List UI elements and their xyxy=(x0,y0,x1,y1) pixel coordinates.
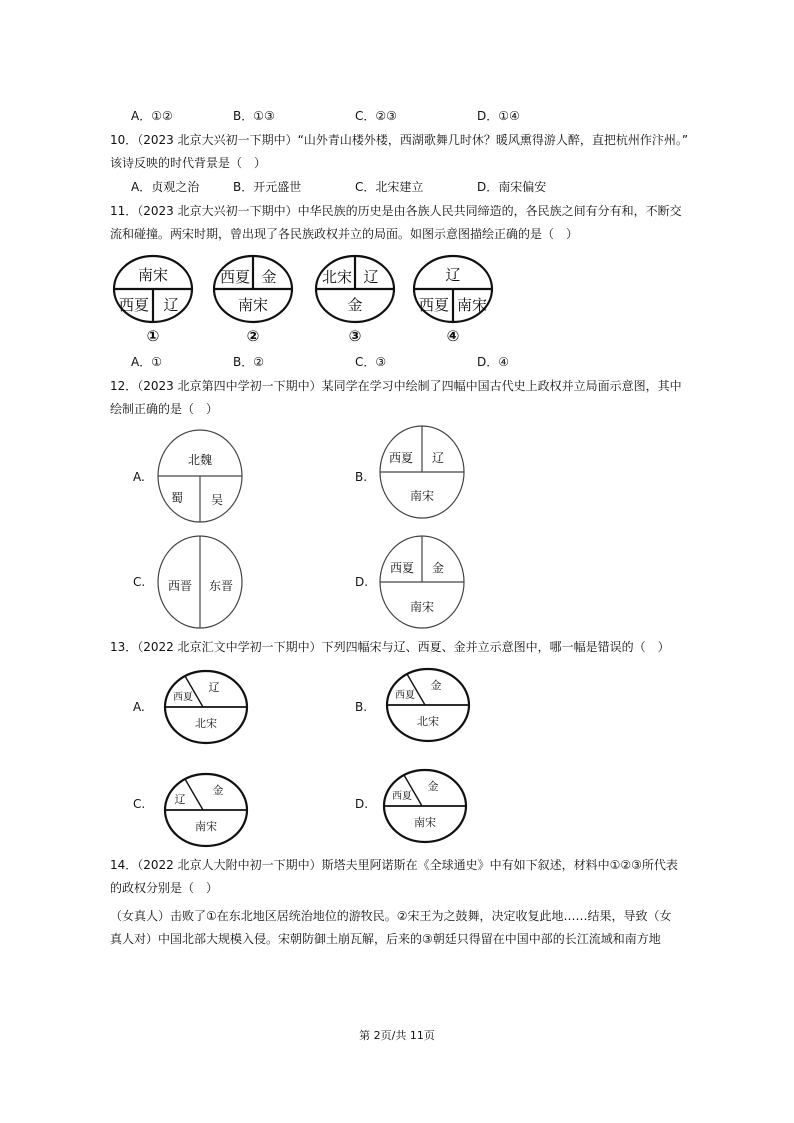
q12-option-b-diagram xyxy=(377,424,467,520)
q13-b-big: 金 xyxy=(430,679,442,692)
q13-d-bottom: 南宋 xyxy=(414,816,436,829)
q12-option-b-letter: B. xyxy=(355,470,368,484)
q11-d3-top-left: 北宋 xyxy=(321,268,353,286)
q13-a-big: 辽 xyxy=(208,681,220,694)
q10-stem-line2: 该诗反映的时代背景是（ ） xyxy=(110,156,267,170)
q13-option-c-letter: C. xyxy=(133,797,146,811)
q12-a-bottom-left: 蜀 xyxy=(170,491,184,505)
q10-stem-line1: 10．（2023 北京大兴初一下期中）“山外青山楼外楼，西湖歌舞几时休？暖风熏得游人醉，直把杭州作汴州。” xyxy=(110,133,689,147)
q11-d4-number: ④ xyxy=(446,327,460,344)
q12-stem-line1: 12．（2023 北京第四中学初一下期中）某同学在学习中绘制了四幅中国古代史上政权并立局面示意图，其中 xyxy=(110,379,682,393)
q13-b-bottom: 北宋 xyxy=(417,715,439,728)
q13-d-small: 西夏 xyxy=(392,791,412,802)
q13-b-small: 西夏 xyxy=(395,690,415,701)
q9-option-a: A．①② xyxy=(131,109,173,123)
q12-b-top-right: 辽 xyxy=(431,451,445,465)
q14-stem-line2: 的政权分别是（ ） xyxy=(110,881,219,895)
q13-a-bottom: 北宋 xyxy=(195,717,217,730)
q11-d2-top-right: 金 xyxy=(261,268,277,286)
q9-option-c: C．②③ xyxy=(355,109,397,123)
q13-c-small: 辽 xyxy=(174,793,186,806)
q12-d-top-left: 西夏 xyxy=(389,561,415,575)
q13-stem-line1: 13．（2022 北京汇文中学初一下期中）下列四幅宋与辽、西夏、金并立示意图中，哪一幅是错误的（ ） xyxy=(110,640,670,654)
q11-stem-line1: 11．（2023 北京大兴初一下期中）中华民族的历史是由各族人民共同缔造的，各民族之间有分有和，不断交 xyxy=(110,204,682,218)
q9-option-b: B．①③ xyxy=(233,109,275,123)
q12-b-top-left: 西夏 xyxy=(388,451,414,465)
q13-option-d-letter: D. xyxy=(355,797,369,811)
q11-diagrams xyxy=(108,252,498,344)
q11-d2-bottom: 南宋 xyxy=(237,296,269,314)
q11-stem-line2: 流和碰撞。两宋时期，曾出现了各民族政权并立的局面。如图示意图描绘正确的是（ ） xyxy=(110,227,579,241)
q11-diagram-3 xyxy=(316,256,394,344)
q11-diagram-1 xyxy=(114,256,192,344)
q11-option-c: C．③ xyxy=(355,355,387,369)
q10-option-c: C．北宋建立 xyxy=(355,180,424,194)
q11-d1-top: 南宋 xyxy=(137,266,169,284)
q11-d4-bottom-right: 南宋 xyxy=(456,296,488,314)
q13-option-c-diagram xyxy=(163,772,249,848)
q12-stem-line2: 绘制正确的是（ ） xyxy=(110,402,219,416)
q11-d4-top: 辽 xyxy=(445,266,461,284)
q11-d1-bottom-right: 辽 xyxy=(163,296,179,314)
q12-option-a-diagram xyxy=(155,428,245,524)
q11-option-b: B．② xyxy=(233,355,264,369)
q12-option-c-diagram xyxy=(155,534,245,630)
q10-option-d: D．南宋偏安 xyxy=(477,180,547,194)
q14-material-line1: （女真人）击败了①在东北地区居统治地位的游牧民。②宋王为之鼓舞，决定收复此地……结果，导致（女 xyxy=(110,909,672,923)
q12-option-d-letter: D. xyxy=(355,575,369,589)
q11-d4-bottom-left: 西夏 xyxy=(418,296,450,314)
q11-option-d: D．④ xyxy=(477,355,509,369)
q9-option-d: D．①④ xyxy=(477,109,520,123)
q12-option-d-diagram xyxy=(377,534,467,630)
q12-d-bottom: 南宋 xyxy=(409,600,435,614)
q11-d2-number: ② xyxy=(246,327,260,344)
q12-d-top-right: 金 xyxy=(431,561,445,575)
q12-c-right: 东晋 xyxy=(208,579,234,593)
q12-a-top: 北魏 xyxy=(187,453,213,467)
q13-a-small: 西夏 xyxy=(173,692,193,703)
q11-d3-number: ③ xyxy=(348,327,362,344)
q11-d1-bottom-left: 西夏 xyxy=(118,296,150,314)
q14-stem-line1: 14．（2022 北京人大附中初一下期中）斯塔夫里阿诺斯在《全球通史》中有如下叙述，材料中①②③所代表 xyxy=(110,858,678,872)
q11-d2-top-left: 西夏 xyxy=(219,268,251,286)
q13-option-a-diagram xyxy=(163,669,249,745)
page-footer: 第 2页/共 11页 xyxy=(359,1029,435,1042)
q13-d-big: 金 xyxy=(427,780,439,793)
q13-c-bottom: 南宋 xyxy=(195,820,217,833)
q13-option-a-letter: A. xyxy=(133,700,145,714)
q13-option-b-letter: B. xyxy=(355,700,368,714)
q12-a-bottom-right: 吴 xyxy=(210,493,224,507)
q10-option-a: A．贞观之治 xyxy=(131,180,200,194)
q10-option-b: B．开元盛世 xyxy=(233,180,302,194)
q11-d1-number: ① xyxy=(146,327,160,344)
q11-d3-bottom: 金 xyxy=(347,296,363,314)
q11-diagram-2 xyxy=(214,256,292,344)
q11-diagram-4 xyxy=(414,256,492,344)
q11-option-a: A．① xyxy=(131,355,162,369)
q11-d3-top-right: 辽 xyxy=(363,268,379,286)
q12-c-left: 西晋 xyxy=(167,579,193,593)
q12-option-c-letter: C. xyxy=(133,575,146,589)
q13-option-d-diagram xyxy=(382,768,468,844)
q12-option-a-letter: A. xyxy=(133,470,145,484)
q14-material-line2: 真人对）中国北部大规模入侵。宋朝防御土崩瓦解，后来的③朝廷只得留在中国中部的长江流域和南方地 xyxy=(110,932,661,946)
q13-c-big: 金 xyxy=(212,784,224,797)
q12-b-bottom: 南宋 xyxy=(409,489,435,503)
q13-option-b-diagram xyxy=(385,667,471,743)
